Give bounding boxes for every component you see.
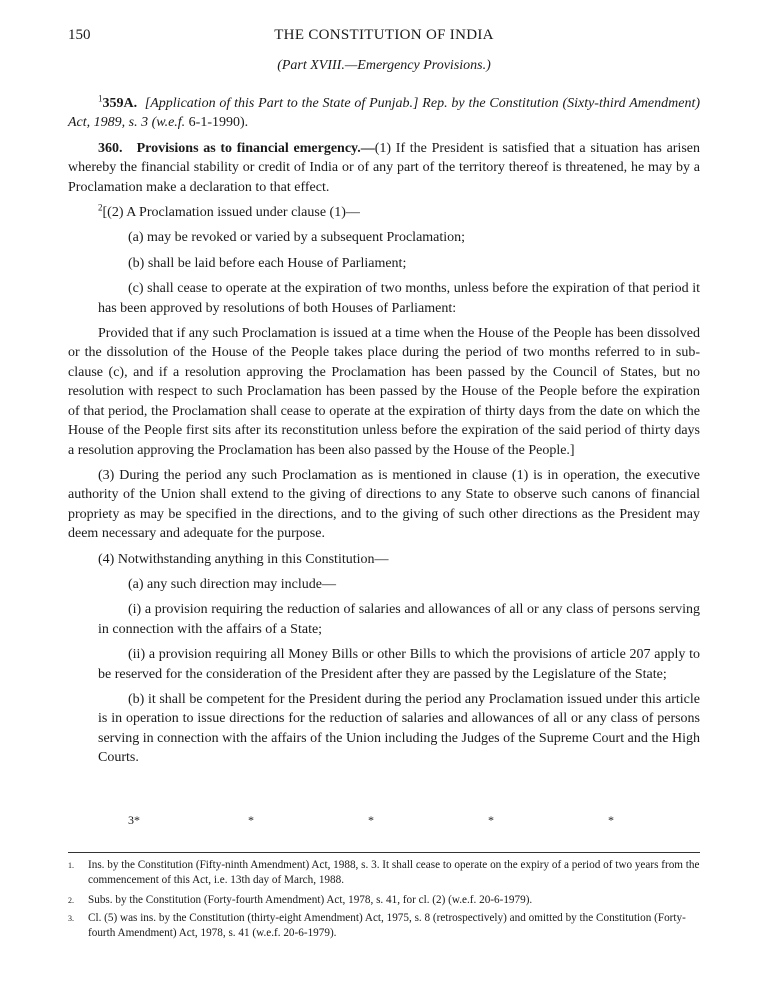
footnote-1 <box>68 858 700 888</box>
page-number: 150 <box>68 27 91 43</box>
footnote-3 <box>68 911 700 941</box>
section-number: 360. <box>98 140 123 156</box>
section-359a <box>68 94 700 133</box>
footnote-text: Ins. by the Constitution (Fifty-ninth Amendment) Act, 1988, s. 3. It shall cease to operate on the expiry of a period of two years from the commencement of this Act, i.e. 13th day of March, 1988. <box>88 859 700 886</box>
footnote-text: Cl. (5) was ins. by the Constitution (thirty-eight Amendment) Act, 1975, s. 8 (retrospectively) and omitted by the Constitution (Forty-fourth Amendment) Act, 1978, s. 41 (w.e.f. 20-6-1979). <box>88 912 686 939</box>
star-mark: * <box>488 813 494 827</box>
proviso: Provided that if any such Proclamation is issued at a time when the House of the People has been dissolved or the dissolution of the House of the People takes place during the period of two months referred to in sub-clause (c), and if a resolution approving the Proclamation has been passed by the Council of States, but no resolution with respect to such Proclamation has been passed by the House of the People before the expiration of that period, the Proclamation shall cease to operate at the expiration of thirty days from the date on which the House of the People first sits after its reconstitution unless before the expiration of the said period of thirty days a resolution approving the Proclamation has been also passed by the House of the People.] <box>68 326 700 458</box>
section-heading: Provisions as to financial emergency.— <box>136 140 375 156</box>
clause-2c: (c) shall cease to operate at the expiration of two months, unless before the expiration of that period it has been approved by resolutions of both Houses of Parliament: <box>98 281 700 316</box>
star-mark: * <box>248 813 254 827</box>
clause-2-text: [(2) A Proclamation issued under clause (1)— <box>102 205 360 221</box>
clause-2 <box>68 203 700 222</box>
footnote-ref: 2 <box>98 202 103 213</box>
footnote-text: Subs. by the Constitution (Forty-fourth Amendment) Act, 1978, s. 41, for cl. (2) (w.e.f. 20-6-1979). <box>88 894 533 906</box>
footnote-2 <box>68 893 700 908</box>
clause-3: (3) During the period any such Proclamation as is mentioned in clause (1) is in operation, the executive authority of the Union shall extend to the giving of directions to any State to observe such canons of financial propriety as may be specified in the directions, and to the giving of such other directions as the President may deem necessary and adequate for the purpose. <box>68 467 700 542</box>
star-mark: 3* <box>128 813 140 827</box>
footnote-number: 2. <box>68 896 74 905</box>
clause-4a-i: (i) a provision requiring the reduction of salaries and allowances of all or any class of persons serving in connection with the affairs of a State; <box>98 602 700 637</box>
page-title: THE CONSTITUTION OF INDIA <box>274 27 494 43</box>
part-subtitle: (Part XVIII.—Emergency Provisions.) <box>277 58 491 73</box>
star-mark: * <box>368 813 374 827</box>
clause-2a: (a) may be revoked or varied by a subsequent Proclamation; <box>128 230 466 246</box>
clause-1: (1) If the President is satisfied that a situation has arisen whereby the financial stability or credit of India or of any part of the territory thereof is threatened, he may by a Proclamation make a declaration to that effect. <box>68 140 700 195</box>
clause-4b: (b) it shall be competent for the President during the period any Proclamation issued under this article is in operation to issue directions for the reduction of salaries and allowances of all or any class of persons serving in connection with the affairs of the Union including the Judges of the Supreme Court and the High Courts. <box>98 691 700 766</box>
omission-stars <box>0 813 768 833</box>
section-number: 359A. <box>102 96 138 111</box>
section-360 <box>68 139 700 197</box>
clause-4: (4) Notwithstanding anything in this Constitution— <box>98 551 389 567</box>
clause-4a: (a) any such direction may include— <box>128 576 336 592</box>
document-body <box>68 94 700 774</box>
section-text: [Application of this Part to the State of Punjab.] Rep. by the Constitution (Sixty-third Amendment) Act, 1989, s. 3 (w.e.f. <box>68 96 701 131</box>
clause-2b: (b) shall be laid before each House of Parliament; <box>128 255 407 271</box>
footnote-divider <box>68 852 700 853</box>
footnote-number: 3. <box>68 914 74 923</box>
clause-4a-ii: (ii) a provision requiring all Money Bills or other Bills to which the provisions of article 207 apply to be reserved for the consideration of the President after they are passed by the Legislature of the State; <box>98 647 700 682</box>
star-mark: * <box>608 813 614 827</box>
footnote-number: 1. <box>68 861 74 870</box>
section-text-tail: 6-1-1990). <box>185 115 249 131</box>
footnote-ref: 1 <box>98 93 103 104</box>
